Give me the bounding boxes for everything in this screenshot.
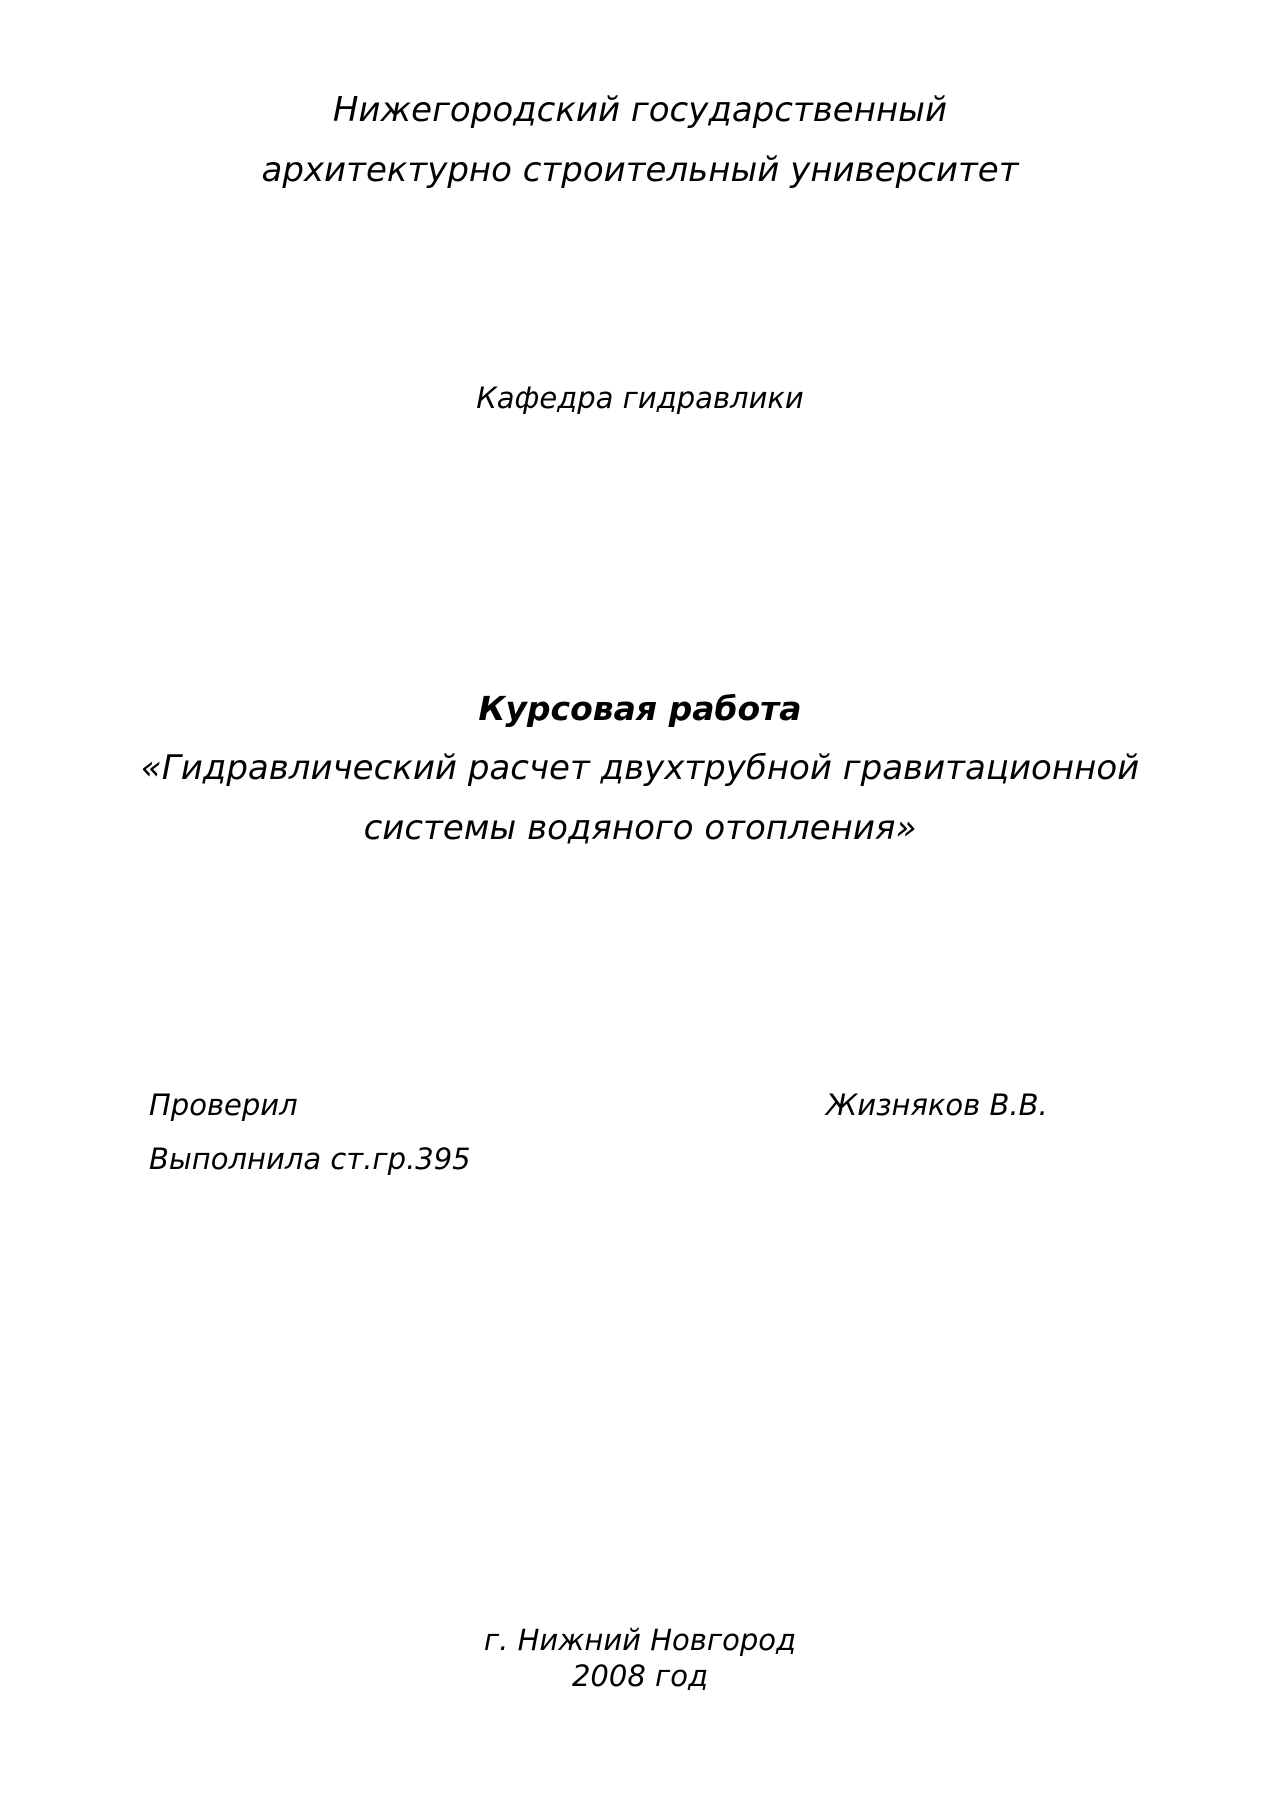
university-line-1: Нижегородский государственный [332,90,948,130]
footer-year: 2008 год [571,1659,709,1693]
checked-by-label: Проверил [149,1088,298,1122]
department-name: Кафедра гидравлики [476,381,804,415]
university-line-2: архитектурно строительный университет [261,150,1019,190]
performed-by-label: Выполнила ст.гр.395 [149,1142,471,1176]
work-title-line-1: «Гидравлический расчет двухтрубной гравитационной [140,748,1140,788]
work-title-line-2: системы водяного отопления» [363,808,917,848]
work-type: Курсовая работа [478,689,802,728]
checked-by-name: Жизняков В.В. [826,1088,1048,1122]
footer-city: г. Нижний Новгород [483,1623,797,1657]
